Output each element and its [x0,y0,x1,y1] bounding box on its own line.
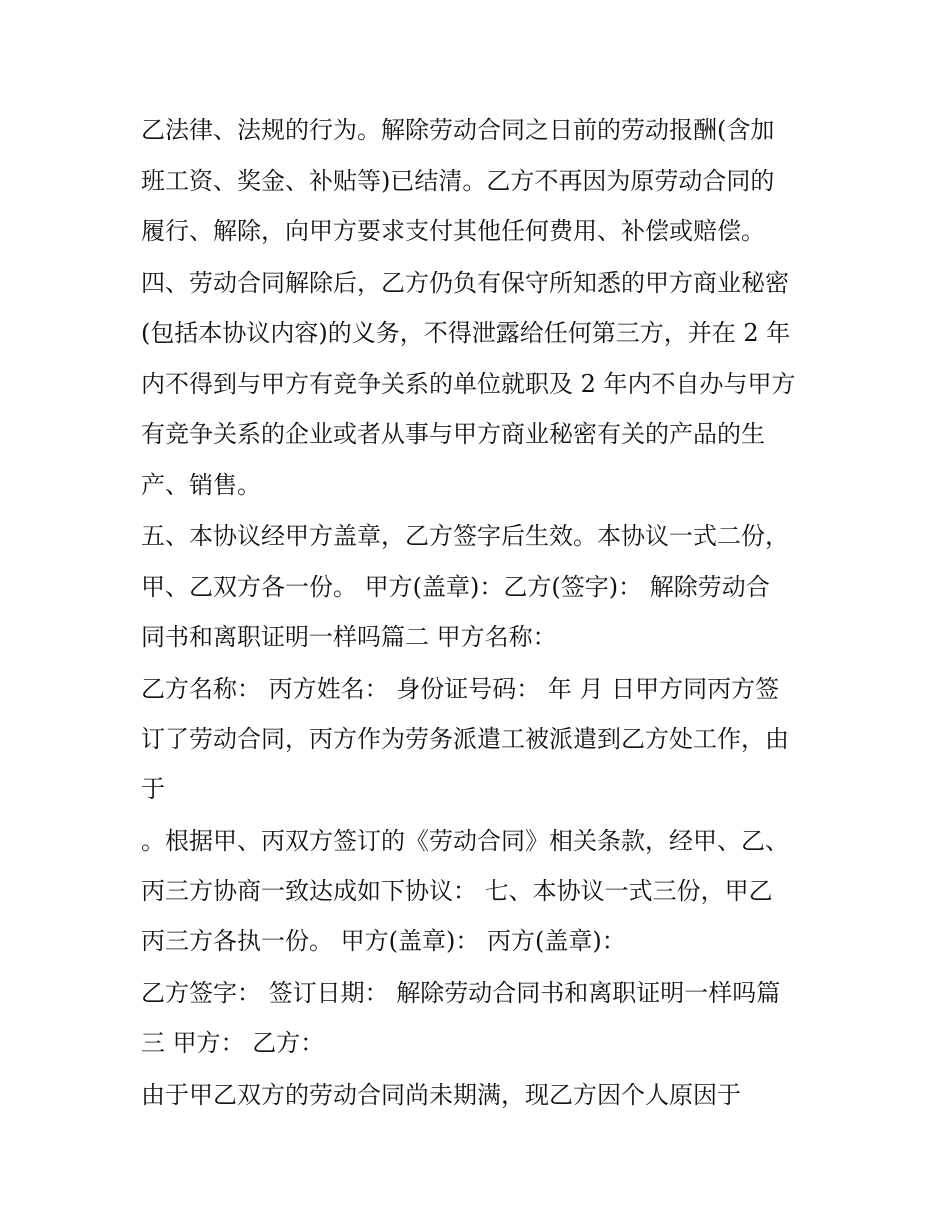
text-line: 班工资、奖金、补贴等)已结清。乙方不再因为原劳动合同的 [141,167,775,195]
text-line: 有竞争关系的企业或者从事与甲方商业秘密有关的产品的生 [141,420,765,448]
text-line: 产、销售。 [141,471,261,499]
text-line: 乙方名称： 丙方姓名： 身份证号码： 年 月 日甲方同丙方签 [141,675,780,703]
text-line: 于 [141,775,165,803]
text-line: 丙三方协商一致达成如下协议： 七、本协议一式三份，甲乙 [141,877,773,905]
text-line: 。根据甲、丙双方签订的《劳动合同》相关条款，经甲、乙、 [141,827,789,855]
text-line: 甲、乙双方各一份。 甲方(盖章)：乙方(签字)： 解除劳动合 [141,573,770,601]
text-line: 丙三方各执一份。 甲方(盖章)： 丙方(盖章)： [141,927,626,955]
text-line: (包括本协议内容)的义务，不得泄露给任何第三方，并在 2 年 [141,319,791,347]
text-line: 五、本协议经甲方盖章，乙方签字后生效。本协议一式二份， [141,522,789,550]
text-line: 三 甲方： 乙方： [141,1029,325,1057]
text-line: 四、劳动合同解除后，乙方仍负有保守所知悉的甲方商业秘密 [141,269,789,297]
text-line: 乙方签字： 签订日期： 解除劳动合同书和离职证明一样吗篇 [141,979,781,1007]
text-line: 乙法律、法规的行为。解除劳动合同之日前的劳动报酬(含加 [141,116,775,144]
text-line: 由于甲乙双方的劳动合同尚未期满，现乙方因个人原因于 [141,1081,741,1109]
text-line: 同书和离职证明一样吗篇二 甲方名称： [141,623,557,651]
text-line: 履行、解除，向甲方要求支付其他任何费用、补偿或赔偿。 [141,217,765,245]
text-line: 内不得到与甲方有竞争关系的单位就职及 2 年内不自办与甲方 [141,370,796,398]
text-line: 订了劳动合同，丙方作为劳务派遣工被派遣到乙方处工作，由 [141,725,789,753]
